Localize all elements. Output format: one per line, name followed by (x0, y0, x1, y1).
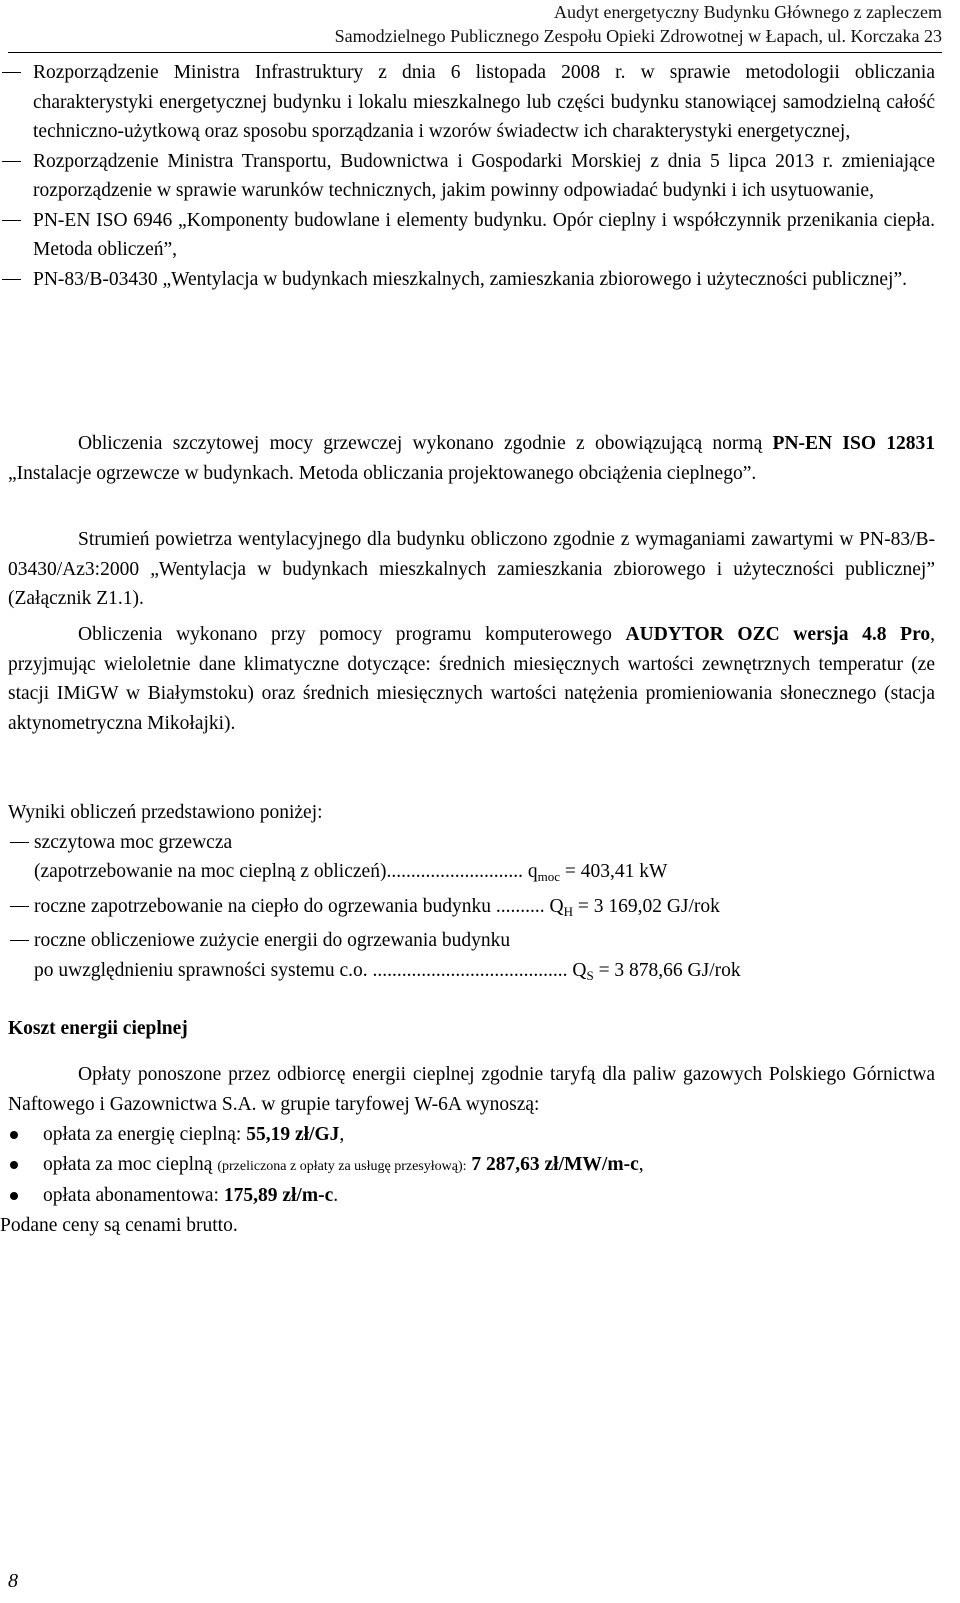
section-title-cost: Koszt energii cieplnej (8, 1018, 188, 1039)
result-peak-power-subscript: moc (537, 869, 560, 884)
reference-item: PN-83/B-03430 „Wentylacja w budynkach mieszkalnych, zamieszkania zbiorowego i użyteczności publicznej”. (0, 265, 935, 295)
heat-load-norm: PN-EN ISO 12831 (772, 433, 936, 454)
cost-item-energy: opłata za energię cieplną: 55,19 zł/GJ, (8, 1120, 935, 1150)
result-energy-use-value: = 3 878,66 GJ/rok (598, 959, 741, 981)
result-energy-use-label: roczne obliczeniowe zużycie energii do ogrzewania budynku (34, 930, 511, 951)
cost-power-label: opłata za moc cieplną (43, 1153, 213, 1175)
program-text-1: Obliczenia wykonano przy pomocy programu komputerowego (78, 624, 612, 645)
heat-load-text-2: „Instalacje ogrzewcze w budynkach. Metoda obliczania projektowanego obciążenia cieplnego”. (8, 462, 757, 484)
reference-item: PN-EN ISO 6946 „Komponenty budowlane i elementy budynku. Opór cieplny i współczynnik przenikania ciepła. Metoda obliczeń”, (0, 206, 935, 265)
program-text-2: , przyjmując wieloletnie dane klimatyczne dotyczące: średnich miesięcznych wartości zewnętrznych temperatur (ze stacji IMiGW w Białymstoku) oraz średnich miesięcznych wartości natężenia promieniowania słonecznego (stacja aktynometryczna Mikołajki). (8, 624, 936, 734)
result-annual-demand-value: = 3 169,02 GJ/rok (577, 895, 720, 917)
cost-subscription-label: opłata abonamentowa: (43, 1185, 219, 1206)
leader-dots: ............................ (386, 861, 528, 882)
reference-list (0, 58, 935, 294)
leader-dots: .......... (490, 895, 550, 917)
result-annual-demand-symbol: Q (549, 895, 564, 917)
results-intro: Wyniki obliczeń przedstawiono poniżej: (8, 802, 323, 823)
header-line-1: Audyt energetyczny Budynku Głównego z zapleczem (553, 2, 942, 22)
heat-load-text-1: Obliczenia szczytowej mocy grzewczej wykonano zgodnie z obowiązującą normą (78, 433, 763, 454)
cost-power-value: 7 287,63 zł/MW/m-c (471, 1153, 639, 1175)
page-header (0, 0, 942, 48)
result-energy-use-symbol: Q (572, 959, 587, 981)
result-peak-power-note: (zapotrzebowanie na moc cieplną z obliczeń) (34, 861, 387, 882)
result-peak-power-symbol: q (527, 861, 538, 882)
result-energy-use-note: po uwzględnieniu sprawności systemu c.o. (34, 959, 368, 981)
result-peak-power-line (34, 857, 935, 892)
header-divider (8, 52, 942, 53)
cost-item-power: opłata za moc cieplną (przeliczona z opłaty za usługę przesyłową): 7 287,63 zł/MW/m-c, (8, 1150, 935, 1182)
paragraph-ventilation: Strumień powietrza wentylacyjnego dla budynku obliczono zgodnie z wymaganiami zawartymi w PN-83/B-03430/Az3:2000 „Wentylacja w budynkach mieszkalnych zamieszkania zbiorowego i użyteczności publicznej” (Załącznik Z1.1). (8, 529, 935, 609)
program-name: AUDYTOR OZC wersja 4.8 Pro (625, 624, 931, 645)
result-peak-power (8, 828, 935, 892)
leader-dots: ........................................ (367, 959, 573, 981)
cost-subscription-value: 175,89 zł/m-c (223, 1185, 334, 1206)
result-energy-use (8, 926, 935, 990)
header-line-2: Samodzielnego Publicznego Zespołu Opieki Zdrowotnej w Łapach, ul. Korczaka 23 (334, 26, 942, 46)
result-energy-use-line (34, 956, 935, 991)
reference-item: Rozporządzenie Ministra Infrastruktury z dnia 6 listopada 2008 r. w sprawie metodologii obliczania charakterystyki energetycznej budynku i lokalu mieszkalnego lub części budynku stanowiącej samodzielną całość techniczno-użytkową oraz sposobu sporządzania i wzorów świadectw ich charakterystyki energetycznej, (0, 58, 935, 147)
page-number: 8 (8, 1570, 18, 1592)
paragraph-heat-load (8, 429, 935, 488)
result-annual-demand (8, 892, 935, 927)
results-section (8, 798, 935, 990)
cost-power-note: (przeliczona z opłaty za usługę przesyłową): (217, 1158, 467, 1174)
result-peak-power-label: szczytowa moc grzewcza (34, 831, 233, 853)
cost-energy-label: opłata za energię cieplną: (43, 1124, 242, 1145)
cost-item-subscription: opłata abonamentowa: 175,89 zł/m-c. (8, 1181, 935, 1211)
paragraph-cost-intro: Opłaty ponoszone przez odbiorcę energii cieplnej zgodnie taryfą dla paliw gazowych Polskiego Górnictwa Naftowego i Gazownictwa S.A. w grupie taryfowej W-6A wynoszą: (8, 1064, 935, 1115)
cost-energy-value: 55,19 zł/GJ (246, 1124, 340, 1145)
result-annual-demand-label: roczne zapotrzebowanie na ciepło do ogrzewania budynku (34, 895, 491, 917)
paragraph-program (8, 620, 935, 738)
cost-bullet-list (0, 1120, 935, 1240)
result-energy-use-subscript: S (586, 967, 594, 983)
result-peak-power-value: = 403,41 kW (564, 861, 668, 882)
cost-closing-note: Podane ceny są cenami brutto. (0, 1214, 238, 1236)
result-annual-demand-subscript: H (563, 903, 573, 919)
reference-item: Rozporządzenie Ministra Transportu, Budownictwa i Gospodarki Morskiej z dnia 5 lipca 2013 r. zmieniające rozporządzenie w sprawie warunków technicznych, jakim powinny odpowiadać budynki i ich usytuowanie, (0, 147, 935, 206)
